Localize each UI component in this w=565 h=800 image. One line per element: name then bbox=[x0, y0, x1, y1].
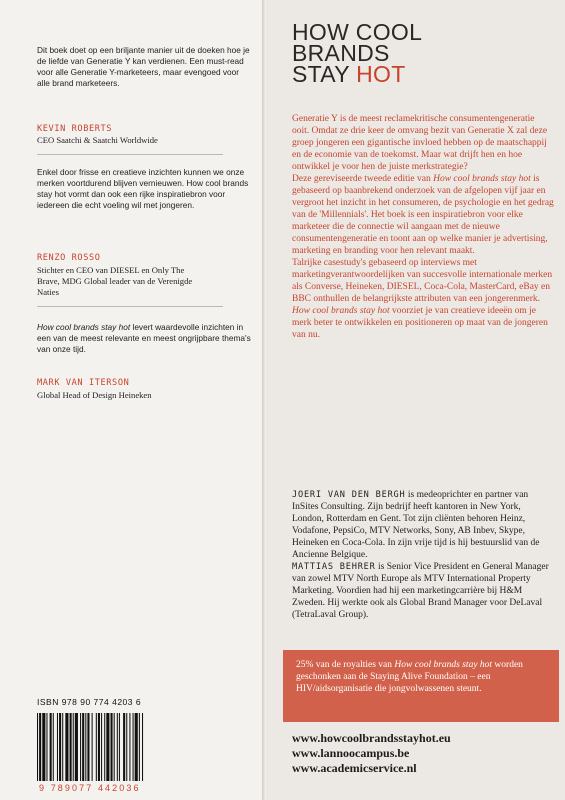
barcode-bar bbox=[70, 713, 72, 781]
book-title bbox=[292, 19, 423, 87]
barcode-bar bbox=[111, 713, 113, 781]
barcode bbox=[37, 713, 192, 781]
author-name: MATTIAS BEHRER bbox=[292, 562, 376, 572]
barcode-bar bbox=[75, 713, 78, 781]
barcode-bar bbox=[129, 713, 130, 781]
website-url[interactable]: www.lannoocampus.be bbox=[292, 746, 410, 760]
title-line-2: BRANDS bbox=[292, 40, 390, 66]
fold-shadow bbox=[262, 0, 266, 800]
barcode-bar bbox=[62, 713, 63, 781]
barcode-bar bbox=[37, 713, 38, 781]
barcode-bar bbox=[57, 713, 58, 781]
barcode-bar bbox=[104, 713, 105, 781]
barcode-bar bbox=[82, 713, 84, 781]
barcode-bar bbox=[42, 713, 45, 781]
endorsement-author-3: MARK VAN ITERSON bbox=[37, 378, 130, 388]
website-links bbox=[292, 731, 451, 776]
endorsement-role-1: CEO Saatchi & Saatchi Worldwide bbox=[37, 135, 158, 145]
endorsement-quote-1: Dit boek doet op een briljante manier uit de doeken hoe je de liefde van Generatie Y kan verdienen. Een must-read voor alle Generatie Y-marketeers, maar evengoed voor alle brand marketeers. bbox=[37, 45, 250, 88]
endorsement-quote-2: Enkel door frisse en creatieve inzichten kunnen we onze merken voortdurend blijven vernieuwen. How cool brands stay hot vormt dan ook een rijke inspiratiebron voor iedereen die echt voeling wil met jongeren. bbox=[37, 167, 249, 210]
barcode-bar bbox=[142, 713, 143, 781]
barcode-bar bbox=[50, 713, 52, 781]
author-name: JOERI VAN DEN BERGH bbox=[292, 490, 406, 500]
barcode-bar bbox=[80, 713, 81, 781]
barcode-bar bbox=[65, 713, 68, 781]
blurb-paragraph: Deze gereviseerde tweede editie van How cool brands stay hot is gebaseerd op baanbrekend onderzoek van de afgelopen vijf jaar en vergroot het inzicht in het consumeren, de psychologie en het gedrag van de 'Millennials'. Het boek is een inspiratiebron voor elke marketeer die de connectie wil aangaan met de nieuwe consumentengeneratie en toont aan op welke manier je advertising, marketing en branding voor hen relevant maakt. bbox=[292, 174, 554, 256]
author-bio-1: JOERI VAN DEN BERGH is medeoprichter en partner van InSites Consulting. Zijn bedrijf heeft kantoren in New York, London, Rotterdam en Gent. Tot zijn cliënten behoren Heinz, Vodafone, PepsiCo, MTV Networks, Sony, AB Inbev, Skype, Heineken en Coca-Cola. In zijn vrije tijd is hij bestuurslid van de Ancienne Belgique. bbox=[292, 490, 540, 560]
barcode-bar bbox=[87, 713, 89, 781]
title-line-3: STAY HOT bbox=[292, 61, 406, 87]
endorsement-author-2: RENZO ROSSO bbox=[37, 253, 101, 263]
barcode-bar bbox=[59, 713, 61, 781]
title-hot-word: HOT bbox=[356, 61, 406, 87]
barcode-digits: 9 789077 442036 bbox=[39, 783, 141, 793]
barcode-bar bbox=[133, 713, 134, 781]
divider bbox=[37, 154, 223, 155]
barcode-bar bbox=[101, 713, 102, 781]
book-title-inline: How cool brands stay hot bbox=[37, 322, 131, 332]
barcode-bar bbox=[123, 713, 125, 781]
divider bbox=[37, 306, 223, 307]
royalty-notice-box: 25% van de royalties van How cool brands stay hot worden geschonken aan de Staying Alive Foundation – een HIV/aidsorganisatie die jongvolwassenen steunt. bbox=[283, 650, 559, 722]
barcode-bar bbox=[53, 713, 54, 781]
blurb-paragraph: How cool brands stay hot voorziet je van creatieve ideeën om je merk beter te ontwikkelen en positioneren op maat van de jongeren van nu. bbox=[292, 306, 548, 340]
barcode-bar bbox=[106, 713, 109, 781]
barcode-bar bbox=[92, 713, 93, 781]
barcode-bar bbox=[117, 713, 118, 781]
endorsement-role-2: Stichter en CEO van DIESEL en Only The Brave, MDG Global leader van de Verenigde Naties bbox=[37, 265, 193, 297]
barcode-bar bbox=[139, 713, 140, 781]
website-url[interactable]: www.academicservice.nl bbox=[292, 761, 417, 775]
barcode-bar bbox=[85, 713, 86, 781]
barcode-bar bbox=[98, 713, 100, 781]
endorsement-role-3: Global Head of Design Heineken bbox=[37, 390, 152, 400]
isbn-label: ISBN 978 90 774 4203 6 bbox=[37, 697, 142, 707]
barcode-bar bbox=[39, 713, 41, 781]
barcode-bar bbox=[73, 713, 74, 781]
blurb bbox=[292, 113, 554, 341]
barcode-bar bbox=[119, 713, 120, 781]
barcode-bar bbox=[96, 713, 97, 781]
blurb-paragraph: Talrijke casestudy's gebaseerd op interviews met marketingverantwoordelijken van succesvolle internationale merken als Converse, Heineken, DIESEL, Coca-Cola, MasterCard, eBay en BBC onthullen de belangrijkste attributen van een jongerenmerk. bbox=[292, 258, 553, 304]
title-line-1: HOW COOL bbox=[292, 19, 423, 45]
author-bios bbox=[292, 489, 554, 621]
website-url[interactable]: www.howcoolbrandsstayhot.eu bbox=[292, 731, 451, 745]
barcode-bar bbox=[126, 713, 127, 781]
barcode-bar bbox=[114, 713, 115, 781]
author-bio-2: MATTIAS BEHRER is Senior Vice President en General Manager van zowel MTV North Europe als MTV International Property Marketing. Voordien had hij een marketingcarrière bij H&M Zweden. Hij werkte ook als Global Brand Manager voor DeLaval (TetraLaval Group). bbox=[292, 562, 549, 620]
endorsement-author-1: KEVIN ROBERTS bbox=[37, 124, 113, 134]
endorsement-quote-3: How cool brands stay hot levert waardevolle inzichten in een van de meest relevante en meest ongrijpbare thema's van onze tijd. bbox=[37, 322, 251, 354]
barcode-bar bbox=[46, 713, 47, 781]
blurb-paragraph: Generatie Y is de meest reclamekritische consumentengeneratie ooit. Omdat ze drie keer de omvang bezit van Generatie X zal deze groep jongeren een gigantische invloed hebben op de maatschappij en de economie van de toekomst. Maar wat drijft hen en hoe ontwikkel je voor hen de juiste merkstrategie? bbox=[292, 114, 548, 172]
barcode-bar bbox=[135, 713, 138, 781]
